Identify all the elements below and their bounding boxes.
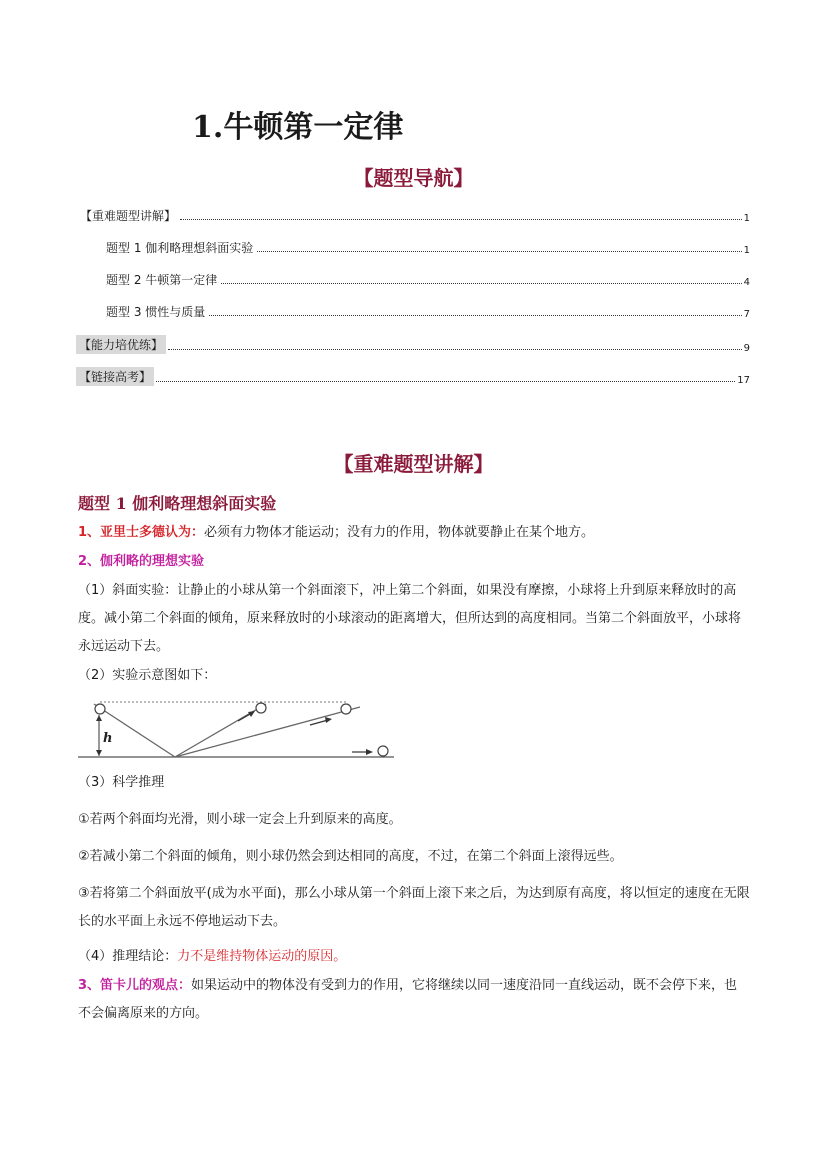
point-text: 必须有力物体才能运动；没有力的作用，物体就要静止在某个地方。: [204, 525, 595, 540]
toc-entry-page: 1: [743, 245, 750, 256]
toc-entry[interactable]: [104, 302, 750, 320]
toc-entry[interactable]: [104, 270, 750, 288]
toc-entry-label: 【重难题型讲解】: [80, 209, 177, 223]
paragraph-reasoning-2: ②若减小第二个斜面的倾角，则小球仍然会到达相同的高度，不过，在第二个斜面上滚得远些。: [78, 849, 623, 864]
height-arrow-top: [96, 715, 102, 721]
toc-entry-page: 4: [743, 277, 750, 288]
ball-gentle: [341, 704, 351, 714]
point-label: 1、亚里士多德认为：: [78, 525, 205, 540]
page-title: 1.牛顿第一定律: [192, 110, 404, 145]
toc-leader-dots: [156, 380, 735, 382]
point-text: 如果运动中的物体没有受到力的作用，它将继续以同一速度沿同一直线运动，既不会停下来，也不会偏离原来的方向。: [78, 978, 738, 1021]
ball-steep: [256, 703, 266, 713]
toc-entry[interactable]: [76, 336, 750, 354]
conclusion-highlight: 力不是维持物体运动的原因。: [177, 949, 347, 964]
toc-entry-label: 【链接高考】: [76, 367, 154, 386]
toc-entry-page: 9: [743, 343, 750, 354]
ball-start: [95, 704, 105, 714]
height-arrow-bottom: [96, 750, 102, 756]
toc-entry-label: 【能力培优练】: [76, 335, 166, 354]
toc-entry-page: 1: [743, 213, 750, 224]
arrow-horizontal-head: [366, 749, 373, 755]
ball-horizontal: [378, 746, 388, 756]
height-label: h: [103, 731, 113, 746]
toc-entry[interactable]: [78, 206, 750, 224]
paragraph-slope-experiment: （1）斜面实验：让静止的小球从第一个斜面滚下，冲上第二个斜面，如果没有摩擦，小球将上升到原来释放时的高度。减小第二个斜面的倾角，原来释放时的小球滚动的距离增大，但所达到的高度相同。当第二个斜面放平，小球将永远运动下去。: [78, 583, 742, 654]
point-galileo-label: [78, 548, 750, 576]
toc-entry-page: 7: [743, 309, 750, 320]
second-slope-gentle: [175, 707, 360, 757]
section-heading: 【重难题型讲解】: [333, 452, 494, 476]
paragraph-reasoning-1: ①若两个斜面均光滑，则小球一定会上升到原来的高度。: [78, 812, 402, 827]
point-aristotle: [78, 519, 750, 547]
slope-experiment-diagram: [78, 690, 408, 766]
topic-heading: 题型 1 伽利略理想斜面实验: [78, 494, 277, 513]
toc-entry-label: 题型 2 牛顿第一定律: [106, 273, 218, 287]
toc-leader-dots: [209, 314, 741, 316]
point-descartes: [78, 972, 750, 1028]
toc-leader-dots: [257, 250, 741, 252]
point-label: 2、伽利略的理想实验: [78, 554, 205, 569]
point-label: 3、笛卡儿的观点：: [78, 978, 192, 993]
paragraph-reasoning-3: ③若将第二个斜面放平(成为水平面)，那么小球从第一个斜面上滚下来之后，为达到原有高度，将以恒定的速度在无限长的水平面上永远不停地运动下去。: [78, 886, 750, 929]
toc-leader-dots: [221, 282, 741, 284]
conclusion-prefix: （4）推理结论：: [78, 949, 178, 964]
toc-entry[interactable]: [76, 368, 750, 386]
toc-entry[interactable]: [104, 238, 750, 256]
toc-entry-label: 题型 1 伽利略理想斜面实验: [106, 241, 254, 255]
nav-heading: 【题型导航】: [353, 166, 474, 190]
paragraph-diagram-caption: （2）实验示意图如下：: [78, 668, 217, 683]
toc-entry-page: 17: [737, 375, 750, 386]
paragraph-reasoning-label: （3）科学推理: [78, 775, 165, 790]
toc-leader-dots: [168, 348, 742, 350]
toc-leader-dots: [180, 218, 742, 220]
toc-entry-label: 题型 3 惯性与质量: [106, 305, 206, 319]
paragraph-conclusion: [78, 943, 750, 971]
arrow-gentle: [310, 720, 328, 725]
arrow-gentle-head: [325, 717, 332, 723]
